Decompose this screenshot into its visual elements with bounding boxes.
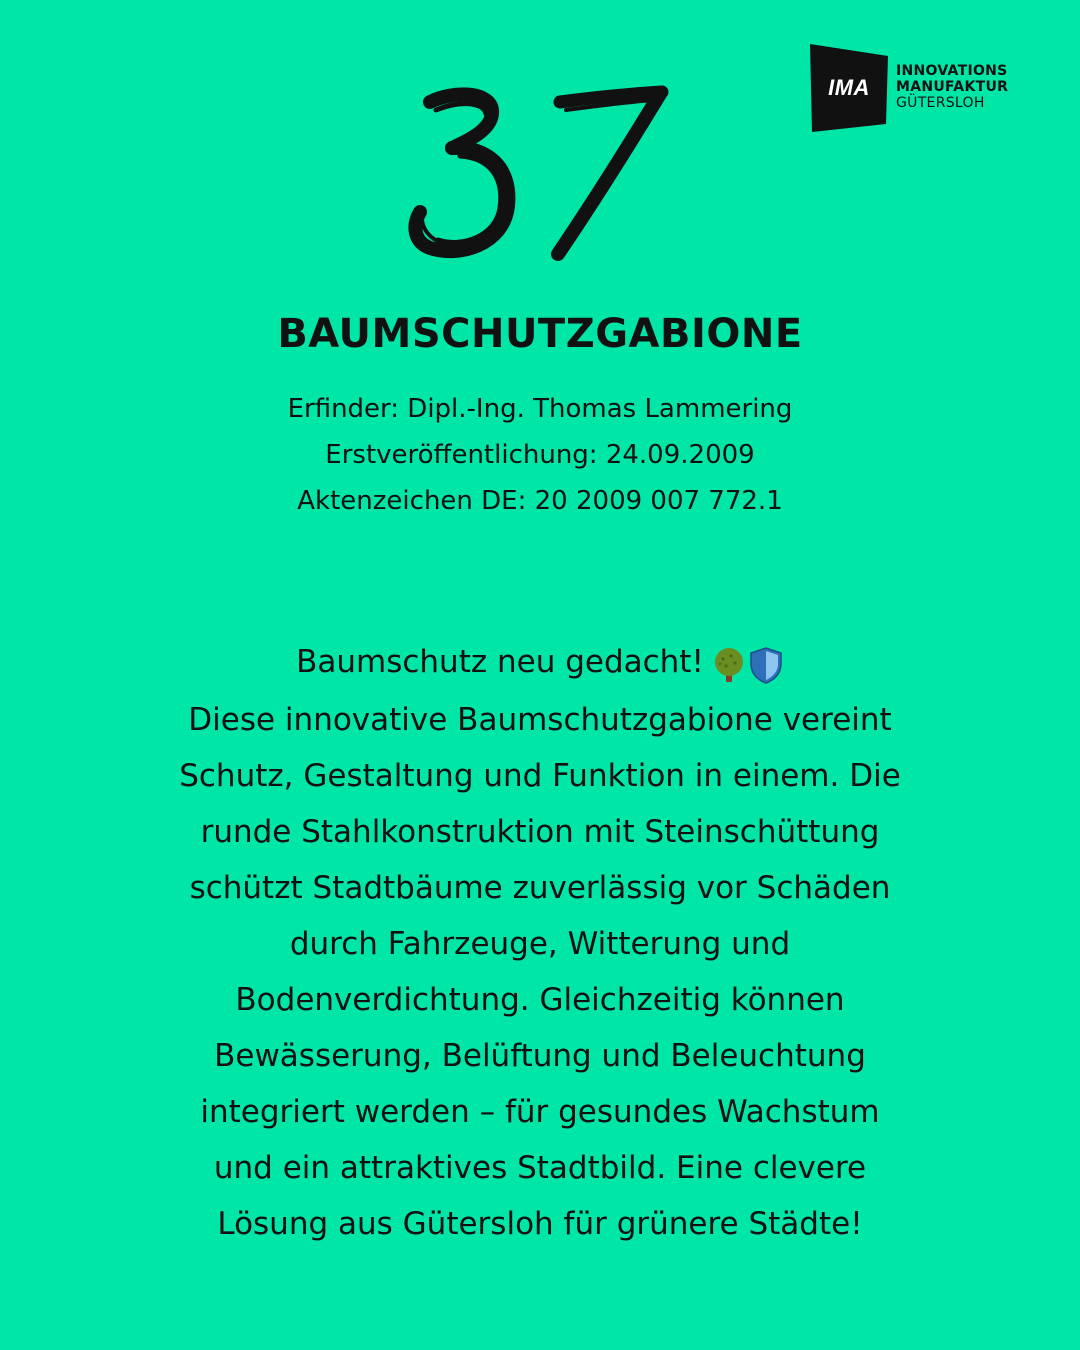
- description-headline: [90, 634, 990, 692]
- page-title: BAUMSCHUTZGABIONE: [277, 311, 803, 357]
- description-line: integriert werden – für gesundes Wachstum: [200, 1093, 880, 1130]
- headline-text: Baumschutz neu gedacht!: [296, 644, 704, 680]
- logo-wordmark: [896, 63, 1008, 111]
- tree-icon: [710, 646, 748, 684]
- patent-meta: [0, 386, 1080, 524]
- publication-line: Erstveröffentlichung: 24.09.2009: [325, 440, 755, 470]
- description-line: und ein attraktives Stadtbild. Eine clevere: [213, 1149, 867, 1186]
- description-line: runde Stahlkonstruktion mit Steinschüttung: [200, 813, 880, 850]
- inventor-line: Erfinder: Dipl.-Ing. Thomas Lammering: [287, 394, 793, 424]
- logo-line-1: INNOVATIONS: [896, 63, 1008, 79]
- file-number-line: Aktenzeichen DE: 20 2009 007 772.1: [297, 486, 783, 516]
- brush-number-art: [400, 80, 680, 270]
- description-line: Bewässerung, Belüftung und Beleuchtung: [214, 1037, 866, 1074]
- logo-line-2: MANUFAKTUR: [896, 79, 1009, 95]
- description: [90, 634, 990, 1252]
- shield-icon: [748, 646, 784, 684]
- big-number: [400, 80, 680, 270]
- description-line: Lösung aus Gütersloh für grünere Städte!: [217, 1205, 863, 1242]
- description-line: Bodenverdichtung. Gleichzeitig können: [235, 981, 845, 1018]
- description-line: durch Fahrzeuge, Witterung und: [289, 925, 791, 962]
- description-line: Schutz, Gestaltung und Funktion in einem. Die: [179, 757, 901, 794]
- headline-icons: [710, 636, 784, 692]
- logo-line-3: GÜTERSLOH: [896, 95, 985, 111]
- description-line: schützt Stadtbäume zuverlässig vor Schäden: [189, 869, 891, 906]
- ima-logo: [810, 44, 1040, 134]
- description-line: Diese innovative Baumschutzgabione vereint: [188, 701, 892, 738]
- logo-mark-text: IMA: [828, 75, 870, 100]
